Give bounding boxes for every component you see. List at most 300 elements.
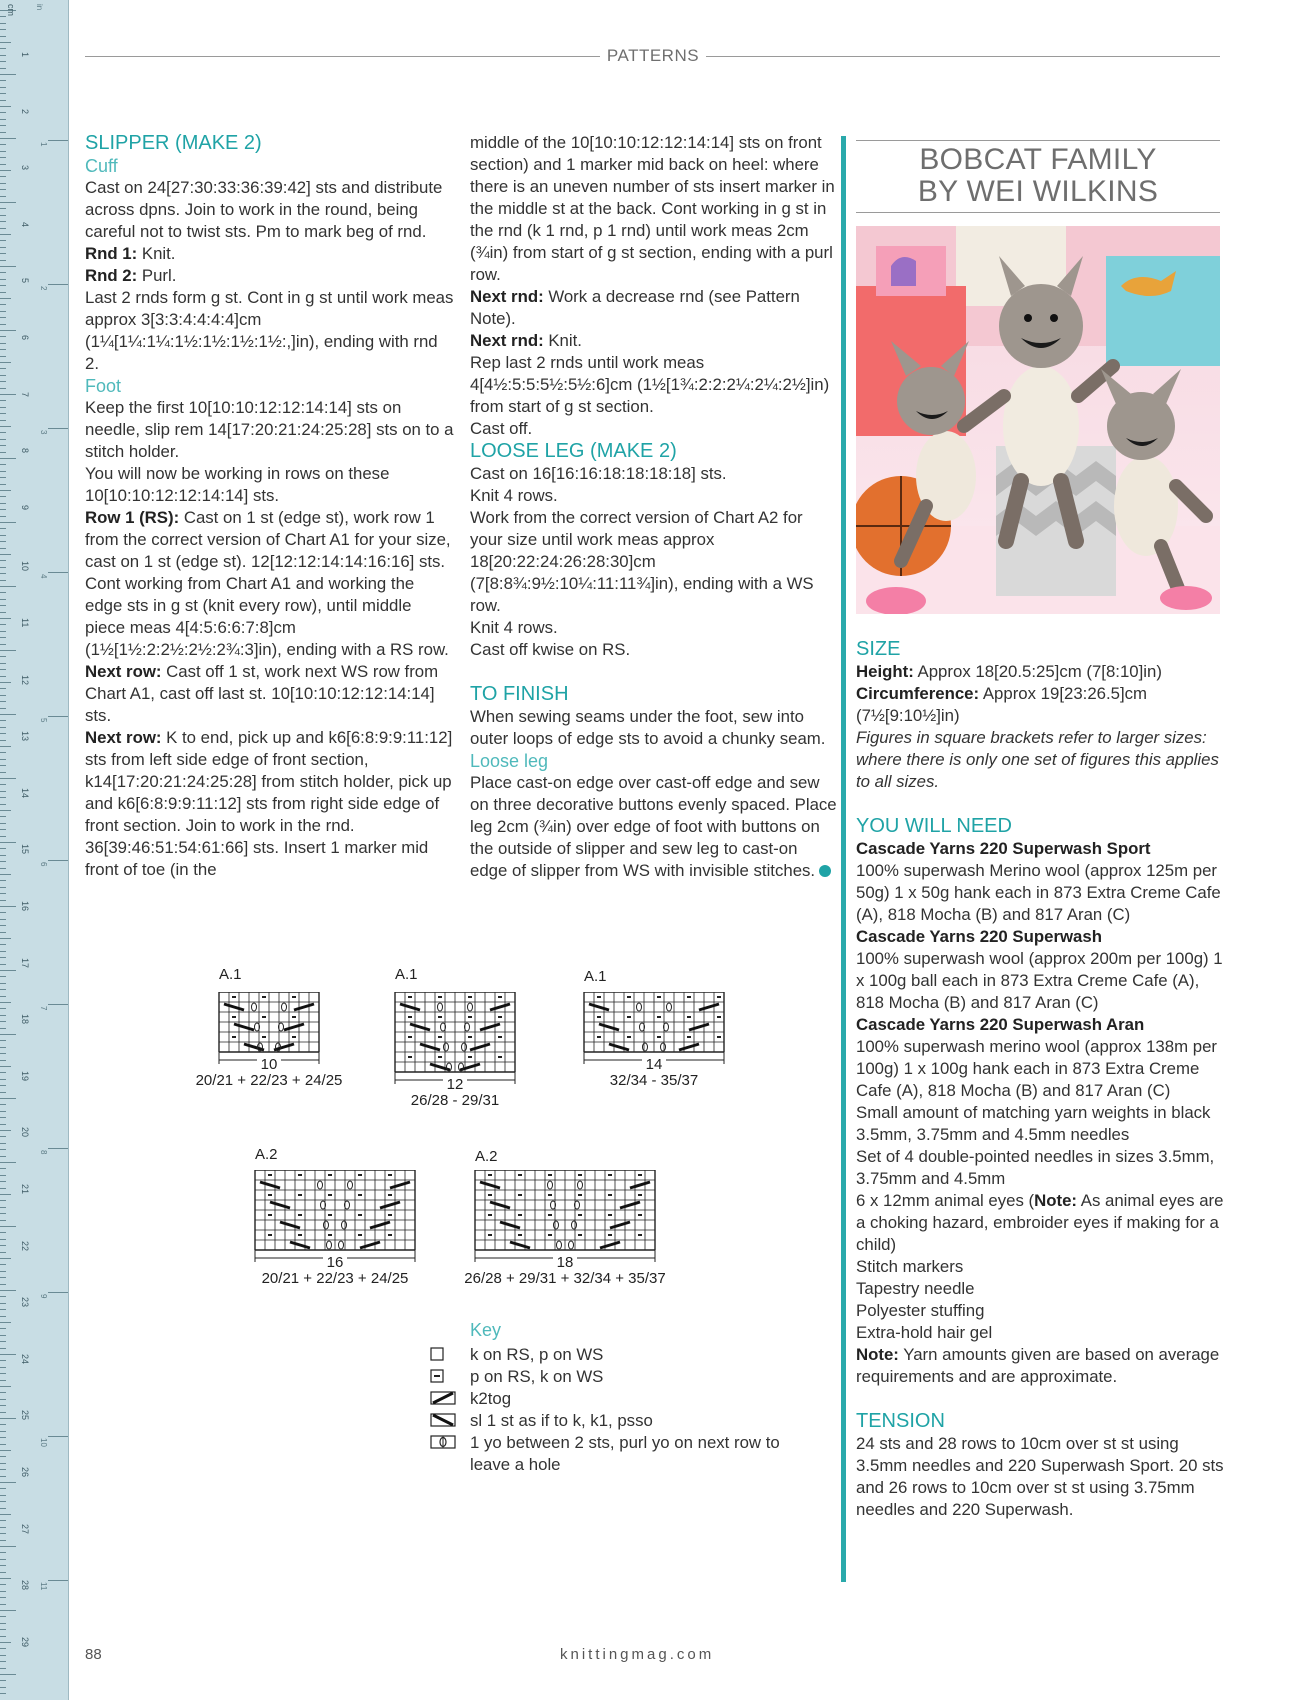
column-leg — [470, 132, 838, 882]
yarn-1-text: 100% superwash Merino wool (approx 125m per 50g) 1 x 50g hank each in 873 Extra Creme Cafe (A), 818 Mocha (B) and 817 Aran (C) — [856, 861, 1221, 924]
ruler-inch-tick — [48, 860, 68, 861]
ruler-tick — [0, 1616, 6, 1617]
ruler-tick — [0, 1328, 6, 1329]
ruler-tick — [0, 260, 6, 261]
stitch-markers: Stitch markers — [856, 1257, 964, 1276]
ruler-tick — [0, 944, 6, 945]
ruler-cm-label: 11 — [20, 618, 30, 628]
ruler-cm-label: 14 — [20, 787, 30, 798]
rnd2: Rnd 2: Purl. — [85, 266, 177, 285]
ruler-cm-label: 5 — [20, 278, 30, 284]
ruler-tick — [0, 631, 6, 632]
ruler-cm-label: 10 — [20, 561, 30, 572]
chart-size-caption: 20/21 + 22/23 + 24/25 — [195, 1072, 343, 1089]
ruler-in-label: 9 — [39, 1294, 48, 1299]
ruler-tick — [0, 1124, 6, 1125]
ruler-cm-label: 22 — [20, 1240, 30, 1251]
ruler-tick — [0, 452, 6, 453]
ruler-tick — [0, 1341, 6, 1342]
ruler-tick — [0, 1264, 6, 1265]
ruler-tick — [0, 1181, 6, 1182]
ruler-tick — [0, 1482, 16, 1483]
ruler-tick — [0, 1130, 11, 1131]
chart-size-caption: 26/28 + 29/31 + 32/34 + 35/37 — [464, 1270, 666, 1287]
ruler-tick — [0, 1079, 6, 1080]
chart-size-caption: 20/21 + 22/23 + 24/25 — [261, 1270, 409, 1287]
chart-stitch-count: 16 — [255, 1254, 415, 1271]
ruler-tick — [0, 400, 6, 401]
ruler-tick — [0, 1648, 6, 1649]
ruler-tick — [0, 458, 16, 459]
ruler-tick — [0, 503, 6, 504]
chart-stitch-count: 12 — [395, 1076, 515, 1093]
ruler-tick — [0, 1565, 6, 1566]
ruler-tick — [0, 176, 6, 177]
ruler-tick — [0, 720, 6, 721]
ruler-tick — [0, 1636, 6, 1637]
ruler-tick — [0, 112, 6, 113]
leg-line-5: Cast off kwise on RS. — [470, 640, 631, 659]
ruler-tick — [0, 1111, 6, 1112]
ruler-tick — [0, 560, 6, 561]
ruler-tick — [0, 1194, 11, 1195]
ruler-tick — [0, 61, 6, 62]
ruler-tick — [0, 688, 6, 689]
yarn-2-text: 100% superwash wool (approx 200m per 100g) 1 x 100g ball each in 873 Extra Creme Cafe (A), 818 Mocha (B) and 817 Aran (C) — [856, 949, 1223, 1012]
ruler-tick — [0, 228, 6, 229]
ruler-in-label: 7 — [39, 1006, 48, 1011]
ruler-cm-label: 17 — [20, 957, 30, 968]
ruler-tick — [0, 93, 6, 94]
chart-stitch-count: 14 — [584, 1056, 724, 1073]
ruler-tick — [0, 1098, 16, 1099]
ruler-tick — [0, 432, 6, 433]
ruler-tick — [0, 900, 6, 901]
ruler-tick — [0, 445, 6, 446]
ruler-tick — [0, 420, 6, 421]
ruler-tick — [0, 848, 6, 849]
ruler-cm-label: 8 — [20, 448, 30, 454]
header-rule-right — [706, 56, 1220, 57]
ruler-tick — [0, 951, 6, 952]
ruler-tick — [0, 1053, 6, 1054]
ruler-tick — [0, 253, 6, 254]
ruler-tick — [0, 1424, 6, 1425]
ruler-tick — [0, 1322, 11, 1323]
ruler-tick — [0, 1354, 16, 1355]
ruler-tick — [0, 1456, 6, 1457]
ruler-tick — [0, 541, 6, 542]
ruler-tick — [0, 804, 6, 805]
ruler-tick — [0, 1546, 16, 1547]
ruler-tick — [0, 215, 6, 216]
rep-text: Rep last 2 rnds until work meas 4[4½:5:5:5½:5½:6]cm (1½[1¾:2:2:2¼:2¼:2½]in) from start of g st section. — [470, 353, 830, 416]
chart-stitch-count: 10 — [219, 1056, 319, 1073]
ruler-cm-label: 16 — [20, 901, 30, 912]
ruler-inch-tick — [48, 1004, 68, 1005]
ruler-tick — [0, 797, 6, 798]
ruler-cm-label: 21 — [20, 1184, 30, 1195]
ruler-cm-label: 26 — [20, 1467, 30, 1478]
ruler-tick — [0, 784, 6, 785]
ruler-tick — [0, 919, 6, 920]
ruler-tick — [0, 964, 6, 965]
ruler-tick — [0, 663, 6, 664]
ruler-tick — [0, 1085, 6, 1086]
ruler-tick — [0, 68, 6, 69]
height-line: Height: Approx 18[20.5:25]cm (7[8:10]in) — [856, 662, 1162, 681]
ruler-tick — [0, 170, 11, 171]
ruler-tick — [0, 48, 6, 49]
yarn-3-name: Cascade Yarns 220 Superwash Aran — [856, 1015, 1145, 1034]
ruler-inch-tick — [48, 1436, 68, 1437]
ruler-tick — [0, 1015, 6, 1016]
ruler-tick — [0, 496, 6, 497]
foot-text-1: Keep the first 10[10:10:12:12:14:14] sts on needle, slip rem 14[17:20:21:24:25:28] sts on to a stitch holder. — [85, 398, 454, 461]
size-note: Figures in square brackets refer to larger sizes: where there is only one set of figures this applies to all sizes. — [856, 728, 1219, 791]
ruler-tick — [0, 1149, 6, 1150]
ruler-tick — [0, 1360, 6, 1361]
ruler-tick — [0, 138, 16, 139]
ruler-tick — [0, 388, 6, 389]
ruler-tick — [0, 1661, 6, 1662]
ruler-tick — [0, 644, 6, 645]
ruler-tick — [0, 509, 6, 510]
ruler-cm-label: 29 — [20, 1636, 30, 1647]
ruler-tick — [0, 1303, 6, 1304]
ruler-inch-tick — [48, 140, 68, 141]
ruler-tick — [0, 1527, 6, 1528]
key-title: Key — [470, 1320, 502, 1340]
ruler-tick — [0, 125, 6, 126]
ruler-tick — [0, 202, 16, 203]
ruler-tick — [0, 1271, 6, 1272]
ruler-tick — [0, 349, 6, 350]
ruler-tick — [0, 586, 16, 587]
ruler-tick — [0, 868, 6, 869]
ruler-tick — [0, 439, 6, 440]
ruler-tick — [0, 752, 6, 753]
ruler-tick — [0, 1655, 6, 1656]
ruler-tick — [0, 1367, 6, 1368]
ruler-tick — [0, 1034, 16, 1035]
ruler-tick — [0, 1309, 6, 1310]
ruler-tick — [0, 925, 6, 926]
ruler-tick — [0, 1488, 6, 1489]
ruler-in-label: 11 — [39, 1582, 48, 1591]
dpn: Set of 4 double-pointed needles in sizes 3.5mm, 3.75mm and 4.5mm — [856, 1147, 1215, 1188]
ruler-tick — [0, 381, 6, 382]
ruler-tick — [0, 516, 6, 517]
ruler-tick — [0, 810, 11, 811]
ruler-cm-label: 2 — [20, 108, 30, 114]
ruler-in-label: 4 — [39, 574, 48, 579]
ruler-tick — [0, 1284, 6, 1285]
leg-line-3: Work from the correct version of Chart A2 for your size until work meas approx 18[20:22:24:26:28:30]cm (7[8:8¾:9½:10¼:11:11¾]in), ending with a WS row. — [470, 508, 814, 615]
ruler-tick — [0, 1450, 11, 1451]
chart-label: A.2 — [475, 1148, 498, 1165]
ruler-tick — [0, 1578, 11, 1579]
chart-size-caption: 32/34 - 35/37 — [609, 1072, 699, 1089]
ruler-tick — [0, 637, 6, 638]
yo-icon — [430, 1435, 456, 1449]
blank-square-icon — [430, 1347, 444, 1361]
ruler-tick — [0, 1226, 16, 1227]
ruler-tick — [0, 394, 16, 395]
ruler-tick — [0, 554, 11, 555]
ruler-tick — [0, 1258, 11, 1259]
yarn-2-name: Cascade Yarns 220 Superwash — [856, 927, 1102, 946]
ruler-tick — [0, 708, 6, 709]
ruler-tick — [0, 1060, 6, 1061]
ruler-tick — [0, 906, 16, 907]
ruler-tick — [0, 580, 6, 581]
ruler-tick — [0, 42, 11, 43]
ruler-tick — [0, 778, 16, 779]
ruler-tick — [0, 80, 6, 81]
ruler-inch-tick — [48, 572, 68, 573]
ruler-tick — [0, 196, 6, 197]
ruler-tick — [0, 823, 6, 824]
ruler-tick — [0, 157, 6, 158]
ruler-tick — [0, 1232, 6, 1233]
ruler-tick — [0, 765, 6, 766]
ruler-unit-cm: cm — [6, 4, 16, 16]
ruler-inch-tick — [48, 428, 68, 429]
ruler-tick — [0, 1597, 6, 1598]
ruler-tick — [0, 855, 6, 856]
ruler-tick — [0, 1386, 11, 1387]
ruler-tick — [0, 407, 6, 408]
ruler-tick — [0, 1380, 6, 1381]
ruler-cm-label: 28 — [20, 1580, 30, 1591]
ruler-tick — [0, 132, 6, 133]
ruler-tick — [0, 1252, 6, 1253]
ruler-tick — [0, 1168, 6, 1169]
ruler-tick — [0, 1143, 6, 1144]
ruler-tick — [0, 1175, 6, 1176]
ruler-tick — [0, 1584, 6, 1585]
ruler-tick — [0, 484, 6, 485]
title-rule-bottom — [856, 212, 1220, 213]
ruler-cm-label: 18 — [20, 1014, 30, 1025]
chart-label: A.1 — [395, 966, 418, 983]
loose-leg-heading: Loose leg — [470, 751, 549, 771]
chart-label: A.1 — [219, 966, 242, 983]
tension-heading: TENSION — [856, 1410, 945, 1432]
ruler-tick — [0, 1392, 6, 1393]
ruler-tick — [0, 650, 16, 651]
ruler-tick — [0, 240, 6, 241]
ruler-tick — [0, 759, 6, 760]
ruler-in-label: 3 — [39, 430, 48, 435]
footer-url: knittingmag.com — [560, 1646, 715, 1663]
cuff-text: Cast on 24[27:30:33:36:39:42] sts and distribute across dpns. Join to work in the round, being careful not to twist sts. Pm to mark beg of rnd. — [85, 178, 443, 241]
ruler-tick — [0, 612, 6, 613]
small-amount: Small amount of matching yarn weights in black — [856, 1103, 1211, 1122]
ruler-cm-label: 12 — [20, 674, 30, 685]
cast-off: Cast off. — [470, 419, 533, 438]
ruler-tick — [0, 1514, 11, 1515]
ruler-tick — [0, 816, 6, 817]
column-slipper — [85, 132, 455, 881]
ruler-cm-label: 13 — [20, 731, 30, 742]
ruler-tick — [0, 605, 6, 606]
ruler-tick — [0, 413, 6, 414]
ruler-tick — [0, 1559, 6, 1560]
ruler-in-label: 8 — [39, 1150, 48, 1155]
bobcat-photo — [856, 226, 1220, 614]
ruler-tick — [0, 618, 11, 619]
ruler — [0, 0, 69, 1700]
ruler-tick — [0, 727, 6, 728]
ruler-cm-label: 3 — [20, 165, 30, 171]
ruler-tick — [0, 836, 6, 837]
ruler-tick — [0, 144, 6, 145]
ruler-tick — [0, 874, 11, 875]
cont-text: Cont working from Chart A1 and working the edge sts in g st (knit every row), until middle piece meas 4[4:5:6:6:7:8]cm (1½[1½:2:2½:2½:2¾:3]in), ending with a RS row. — [85, 574, 449, 659]
ruler-tick — [0, 746, 11, 747]
ruler-tick — [0, 183, 6, 184]
eyes-line: 6 x 12mm animal eyes (Note: As animal eyes are a choking hazard, embroider eyes if making for a child) — [856, 1191, 1224, 1254]
ruler-tick — [0, 1591, 6, 1592]
ruler-tick — [0, 221, 6, 222]
ruler-tick — [0, 1072, 6, 1073]
pattern-title: BOBCAT FAMILY BY WEI WILKINS — [917, 143, 1159, 208]
needles: 3.5mm, 3.75mm and 4.5mm needles — [856, 1125, 1130, 1144]
ruler-tick — [0, 164, 6, 165]
ruler-tick — [0, 1207, 6, 1208]
gst-text: Last 2 rnds form g st. Cont in g st until work meas approx 3[3:3:4:4:4:4]cm (1¼[1¼:1¼:1½:1½:1½:1½:,]in), ending with rnd 2. — [85, 288, 454, 373]
ruler-inch-tick — [48, 716, 68, 717]
ruler-tick — [0, 477, 6, 478]
ruler-tick — [0, 36, 6, 37]
cont-middle-text: middle of the 10[10:10:12:12:14:14] sts on front section) and 1 marker mid back on heel: where there is an uneven number of sts insert marker in the middle st at the back. Cont working in g st in the rnd (k 1 rnd, p 1 rnd) until work meas 2cm (¾in) from start of g st section, ending with a purl row. — [470, 133, 835, 284]
ruler-cm-label: 25 — [20, 1410, 30, 1421]
ruler-tick — [0, 87, 6, 88]
ruler-tick — [0, 362, 11, 363]
ruler-tick — [0, 1348, 6, 1349]
ruler-in-label: 6 — [39, 862, 48, 867]
ruler-tick — [0, 324, 6, 325]
ruler-tick — [0, 343, 6, 344]
ruler-tick — [0, 208, 6, 209]
ruler-in-label: 10 — [39, 1438, 48, 1447]
ruler-tick — [0, 1412, 6, 1413]
ruler-tick — [0, 16, 6, 17]
ruler-tick — [0, 1572, 6, 1573]
ruler-tick — [0, 1335, 6, 1336]
ruler-tick — [0, 1405, 6, 1406]
ruler-tick — [0, 247, 6, 248]
ruler-tick — [0, 1610, 16, 1611]
ruler-tick — [0, 714, 16, 715]
ruler-tick — [0, 74, 16, 75]
ruler-tick — [0, 471, 6, 472]
rnd1: Rnd 1: Knit. — [85, 244, 176, 263]
ruler-inch-tick — [48, 284, 68, 285]
ruler-tick — [0, 266, 16, 267]
ruler-in-label: 2 — [39, 286, 48, 291]
ruler-inch-tick — [48, 1292, 68, 1293]
title-rule-top — [856, 140, 1220, 141]
ruler-tick — [0, 1117, 6, 1118]
k2tog-icon — [430, 1391, 456, 1405]
ruler-tick — [0, 375, 6, 376]
ruler-tick — [0, 842, 16, 843]
ruler-tick — [0, 861, 6, 862]
ruler-tick — [0, 279, 6, 280]
ruler-tick — [0, 29, 6, 30]
ruler-cm-label: 24 — [20, 1353, 30, 1364]
ruler-tick — [0, 573, 6, 574]
ruler-tick — [0, 1277, 6, 1278]
finish-text: When sewing seams under the foot, sew into outer loops of edge sts to avoid a chunky seam. — [470, 707, 826, 748]
ruler-tick — [0, 1508, 6, 1509]
ruler-tick — [0, 1373, 6, 1374]
yarn-note: Note: Yarn amounts given are based on average requirements and are approximate. — [856, 1345, 1220, 1386]
ruler-unit-in: in — [35, 4, 44, 11]
you-will-need-heading: YOU WILL NEED — [856, 815, 1012, 837]
ruler-tick — [0, 1156, 6, 1157]
ruler-tick — [0, 1674, 16, 1675]
ruler-tick — [0, 285, 6, 286]
ruler-tick — [0, 1316, 6, 1317]
ruler-tick — [0, 970, 16, 971]
ruler-tick — [0, 304, 6, 305]
ruler-tick — [0, 1136, 6, 1137]
ruler-tick — [0, 490, 11, 491]
ruler-tick — [0, 1239, 6, 1240]
hair-gel: Extra-hold hair gel — [856, 1323, 993, 1342]
ruler-tick — [0, 1463, 6, 1464]
ruler-cm-label: 27 — [20, 1523, 30, 1534]
leg-line-4: Knit 4 rows. — [470, 618, 558, 637]
ruler-tick — [0, 1501, 6, 1502]
ruler-tick — [0, 535, 6, 536]
chart-label: A.1 — [584, 968, 607, 985]
slipper-title: SLIPPER (MAKE 2) — [85, 132, 262, 154]
ruler-tick — [0, 1431, 6, 1432]
ruler-tick — [0, 1399, 6, 1400]
ruler-tick — [0, 1290, 16, 1291]
ruler-tick — [0, 1469, 6, 1470]
ruler-tick — [0, 1008, 6, 1009]
ruler-tick — [0, 1540, 6, 1541]
end-dot-icon — [819, 865, 831, 877]
foot-text-2: You will now be working in rows on these 10[10:10:12:12:14:14] sts. — [85, 464, 390, 505]
ruler-cm-label: 9 — [20, 504, 30, 510]
ruler-cm-label: 15 — [20, 844, 30, 855]
ruler-tick — [0, 656, 6, 657]
ruler-tick — [0, 1047, 6, 1048]
ruler-tick — [0, 1028, 6, 1029]
ruler-tick — [0, 426, 11, 427]
next-row-1: Next row: Cast off 1 st, work next WS row from Chart A1, cast off last st. 10[10:10:12:12:14:14] sts. — [85, 662, 439, 725]
ruler-tick — [0, 740, 6, 741]
ruler-tick — [0, 1040, 6, 1041]
ruler-tick — [0, 55, 6, 56]
ruler-tick — [0, 1687, 6, 1688]
ruler-tick — [0, 106, 11, 107]
ruler-tick — [0, 548, 6, 549]
ruler-tick — [0, 1200, 6, 1201]
ruler-cm-label: 6 — [20, 335, 30, 341]
ruler-tick — [0, 880, 6, 881]
ruler-tick — [0, 1188, 6, 1189]
section-header: PATTERNS — [600, 46, 706, 66]
ruler-tick — [0, 957, 6, 958]
